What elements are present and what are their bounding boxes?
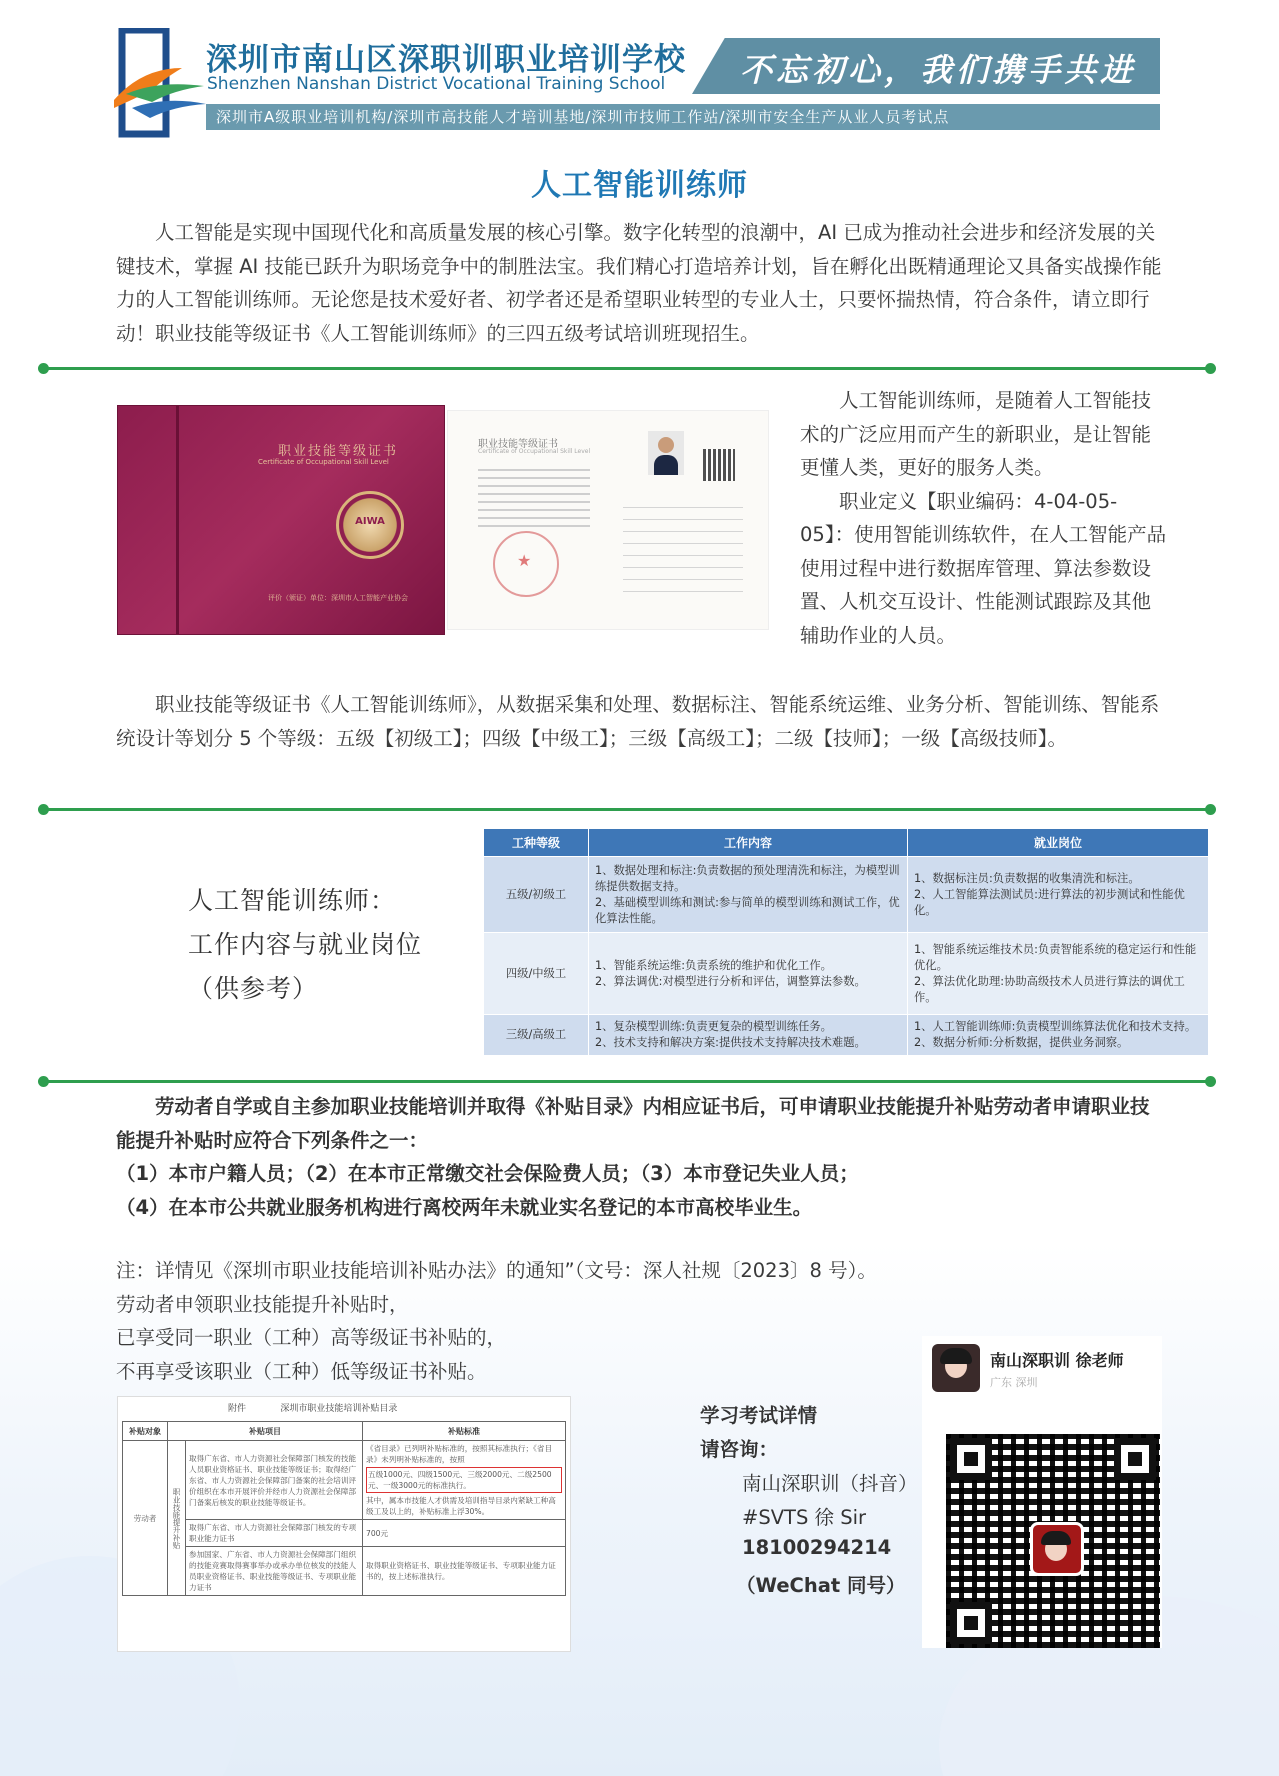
certificate-text-lines xyxy=(478,463,590,533)
seal-text: AIWA xyxy=(355,516,385,527)
content-cell: 1、复杂模型训练:负责更复杂的模型训练任务。 2、技术支持和解决方案:提供技术支持解决技术难题。 xyxy=(589,1015,908,1056)
note-line: 不再享受该职业（工种）低等级证书补贴。 xyxy=(116,1359,487,1383)
qualification-banner: 深圳市A级职业培训机构/深圳市高技能人才培训基地/深圳市技师工作站/深圳市安全生产从业人员考试点 xyxy=(206,104,1160,130)
contact-heading: 学习考试详情 xyxy=(700,1404,818,1427)
qr-finder-icon xyxy=(1114,1438,1156,1480)
certificate-field-lines xyxy=(623,496,743,603)
table-cell: 《省目录》已列明补贴标准的，按照其标准执行；《省目录》未列明补贴标准的，按照 五级1000元、四级1500元、三级2000元、二级2500元、一级3000元的标准执行。 其中，属本市技能人才供需及培训指导目录内紧缺工种高级工及以上的，补贴标准上浮30%。 xyxy=(363,1441,566,1520)
table-header: 就业岗位 xyxy=(908,829,1209,857)
work-heading: 工作内容与就业岗位 xyxy=(188,930,423,959)
school-logo-icon xyxy=(112,28,208,138)
level-cell: 三级/高级工 xyxy=(484,1015,589,1056)
subsidy-conditions xyxy=(116,1090,1166,1224)
certificate-qr-icon xyxy=(703,449,735,481)
section-divider xyxy=(42,367,1212,370)
table-header: 工作内容 xyxy=(589,829,908,857)
note-line: 已享受同一职业（工种）高等级证书补贴的， xyxy=(116,1326,507,1349)
note-block xyxy=(116,1254,996,1388)
note-line: 劳动者申领职业技能提升补贴时， xyxy=(116,1292,409,1316)
jobs-cell: 1、智能系统运维技术员:负责智能系统的稳定运行和性能优化。 2、算法优化助理:协助高级技术人员进行算法的调优工作。 xyxy=(908,933,1209,1015)
table-cell: 劳动者 xyxy=(123,1441,168,1596)
table-cell: 职业技能提升补贴 xyxy=(168,1441,186,1596)
jobs-cell: 1、人工智能训练师:负责模型训练算法优化和技术支持。 2、数据分析师:分析数据，提供业务洞察。 xyxy=(908,1015,1209,1056)
school-name-cn: 深圳市南山区深职训职业培训学校 xyxy=(206,42,686,78)
subsidy-intro: 劳动者自学或自主参加职业技能培训并取得《补贴目录》内相应证书后，可申请职业技能提升补贴劳动者申请职业技能提升补贴时应符合下列条件之一： xyxy=(116,1095,1150,1152)
table-header: 补贴标准 xyxy=(363,1422,566,1441)
avatar xyxy=(932,1344,980,1392)
certificate-seal-icon xyxy=(336,491,404,559)
definition-block xyxy=(800,384,1170,652)
subsidy-condition: （1）本市户籍人员；（2）在本市正常缴交社会保险费人员；（3）本市登记失业人员； xyxy=(116,1162,859,1185)
red-stamp-icon xyxy=(493,531,559,597)
jobs-cell: 1、数据标注员:负责数据的收集清洗和标注。 2、人工智能算法测试员:进行算法的初步测试和性能优化。 xyxy=(908,857,1209,933)
section-divider xyxy=(42,808,1212,811)
table-row xyxy=(123,1520,566,1547)
definition-intro: 人工智能训练师，是随着人工智能技术的广泛应用而产生的新职业，是让智能更懂人类，更好的服务人类。 xyxy=(800,389,1152,479)
table-row xyxy=(123,1441,566,1520)
contact-heading: 请咨询： xyxy=(700,1438,779,1461)
certificate-cover-subtitle: Certificate of Occupational Skill Level xyxy=(258,458,389,466)
certificate-cover-issuer: 评价（颁证）单位：深圳市人工智能产业协会 xyxy=(268,594,408,602)
contact-wechat: （WeChat 同号） xyxy=(736,1574,906,1597)
qr-finder-icon xyxy=(950,1438,992,1480)
level-cell: 五级/初级工 xyxy=(484,857,589,933)
work-content-table xyxy=(483,828,1209,1056)
table-row xyxy=(484,857,1209,933)
subsidy-condition: （4）在本市公共就业服务机构进行离校两年未就业实名登记的本市高校毕业生。 xyxy=(116,1195,813,1219)
table-header: 补贴对象 xyxy=(123,1422,168,1441)
subsidy-table xyxy=(122,1421,566,1596)
note-line: 注：详情见《深圳市职业技能培训补贴办法》的通知”（文号：深人社规〔2023〕8 号）。 xyxy=(116,1259,877,1282)
school-name-en: Shenzhen Nanshan District Vocational Training School xyxy=(207,74,666,94)
section-divider xyxy=(42,1080,1212,1083)
work-heading: 人工智能训练师： xyxy=(188,886,397,915)
table-row xyxy=(484,1015,1209,1056)
qr-avatar xyxy=(1030,1522,1084,1576)
certificate-inner-subtitle: Certificate of Occupational Skill Level xyxy=(478,448,591,455)
certificate-cover-image xyxy=(117,405,445,635)
table-header: 补贴项目 xyxy=(168,1422,363,1441)
content-cell: 1、数据处理和标注:负责数据的预处理清洗和标注，为模型训练提供数据支持。 2、基础模型训练和测试:参与简单的模型训练和测试工作，优化算法性能。 xyxy=(589,857,908,933)
highlighted-standard: 五级1000元、四级1500元、三级2000元、二级2500元、一级3000元的标准执行。 xyxy=(366,1467,562,1493)
table-row xyxy=(484,933,1209,1015)
table-cell: 取得广东省、市人力资源社会保障部门核发的专项职业能力证书 xyxy=(186,1520,363,1547)
table-cell: 取得广东省、市人力资源社会保障部门核发的技能人员职业资格证书、职业技能等级证书；取得经广东省、市人力资源社会保障部门备案的社会培训评价组织在本市开展评价并经市人力资源社会保障部门备案后核发的职业技能等级证书。 xyxy=(186,1441,363,1520)
certificate-spine xyxy=(176,406,179,634)
table-cell: 参加国家、广东省、市人力资源社会保障部门组织的技能竞赛取得赛事举办或承办单位核发的技能人员职业资格证书、职业技能等级证书、专项职业能力证书 xyxy=(186,1547,363,1596)
table-row xyxy=(123,1547,566,1596)
qr-finder-icon xyxy=(950,1602,992,1644)
slogan-text: 不忘初心，我们携手共进 xyxy=(740,51,1137,89)
card-location: 广东 深圳 xyxy=(990,1376,1038,1389)
levels-paragraph: 职业技能等级证书《人工智能训练师》，从数据采集和处理、数据标注、智能系统运维、业务分析、智能训练、智能系统设计等划分 5 个等级：五级【初级工】；四级【中级工】；三级【高级工】；二级【技师】；一级【高级技师】。 xyxy=(116,693,1160,750)
definition-detail: 职业定义【职业编码：4-04-05-05】：使用智能训练软件，在人工智能产品使用过程中进行数据库管理、算法参数设置、人机交互设计、性能测试跟踪及其他辅助作业的人员。 xyxy=(800,489,1167,647)
table-cell: 取得职业资格证书、职业技能等级证书、专项职业能力证书的，按上述标准执行。 xyxy=(363,1547,566,1596)
subsidy-catalog-image xyxy=(117,1396,571,1652)
contact-phone[interactable]: 18100294214 xyxy=(742,1536,892,1559)
intro-paragraph: 人工智能是实现中国现代化和高质量发展的核心引擎。数字化转型的浪潮中，AI 已成为推动社会进步和经济发展的关键技术，掌握 AI 技能已跃升为职场竞争中的制胜法宝。我们精心打造培养计划，旨在孵化出既精通理论又具备实战操作能力的人工智能训练师。无论您是技术爱好者、初学者还是希望职业转型的专业人士，只要怀揣热情，符合条件，请立即行动！职业技能等级证书《人工智能训练师》的三四五级考试培训班现招生。 xyxy=(116,221,1162,345)
table-cell: 700元 xyxy=(363,1520,566,1547)
certificate-cover-title: 职业技能等级证书 xyxy=(278,444,399,459)
wechat-card xyxy=(922,1336,1162,1648)
subsidy-table-title: 附件 深圳市职业技能培训补贴目录 xyxy=(228,1404,398,1414)
work-heading-note: （供参考） xyxy=(188,974,319,1003)
certificate-inner-image xyxy=(447,410,769,630)
table-header: 工种等级 xyxy=(484,829,589,857)
contact-douyin: 南山深职训（抖音） xyxy=(742,1472,918,1495)
card-name: 南山深职训 徐老师 xyxy=(990,1351,1124,1370)
page-title: 人工智能训练师 xyxy=(531,168,748,203)
certificate-inner-title: 职业技能等级证书 xyxy=(478,439,558,450)
contact-handle: #SVTS 徐 Sir xyxy=(742,1506,867,1529)
holder-photo xyxy=(648,431,684,475)
content-cell: 1、智能系统运维:负责系统的维护和优化工作。 2、算法调优:对模型进行分析和评估，调整算法参数。 xyxy=(589,933,908,1015)
level-cell: 四级/中级工 xyxy=(484,933,589,1015)
